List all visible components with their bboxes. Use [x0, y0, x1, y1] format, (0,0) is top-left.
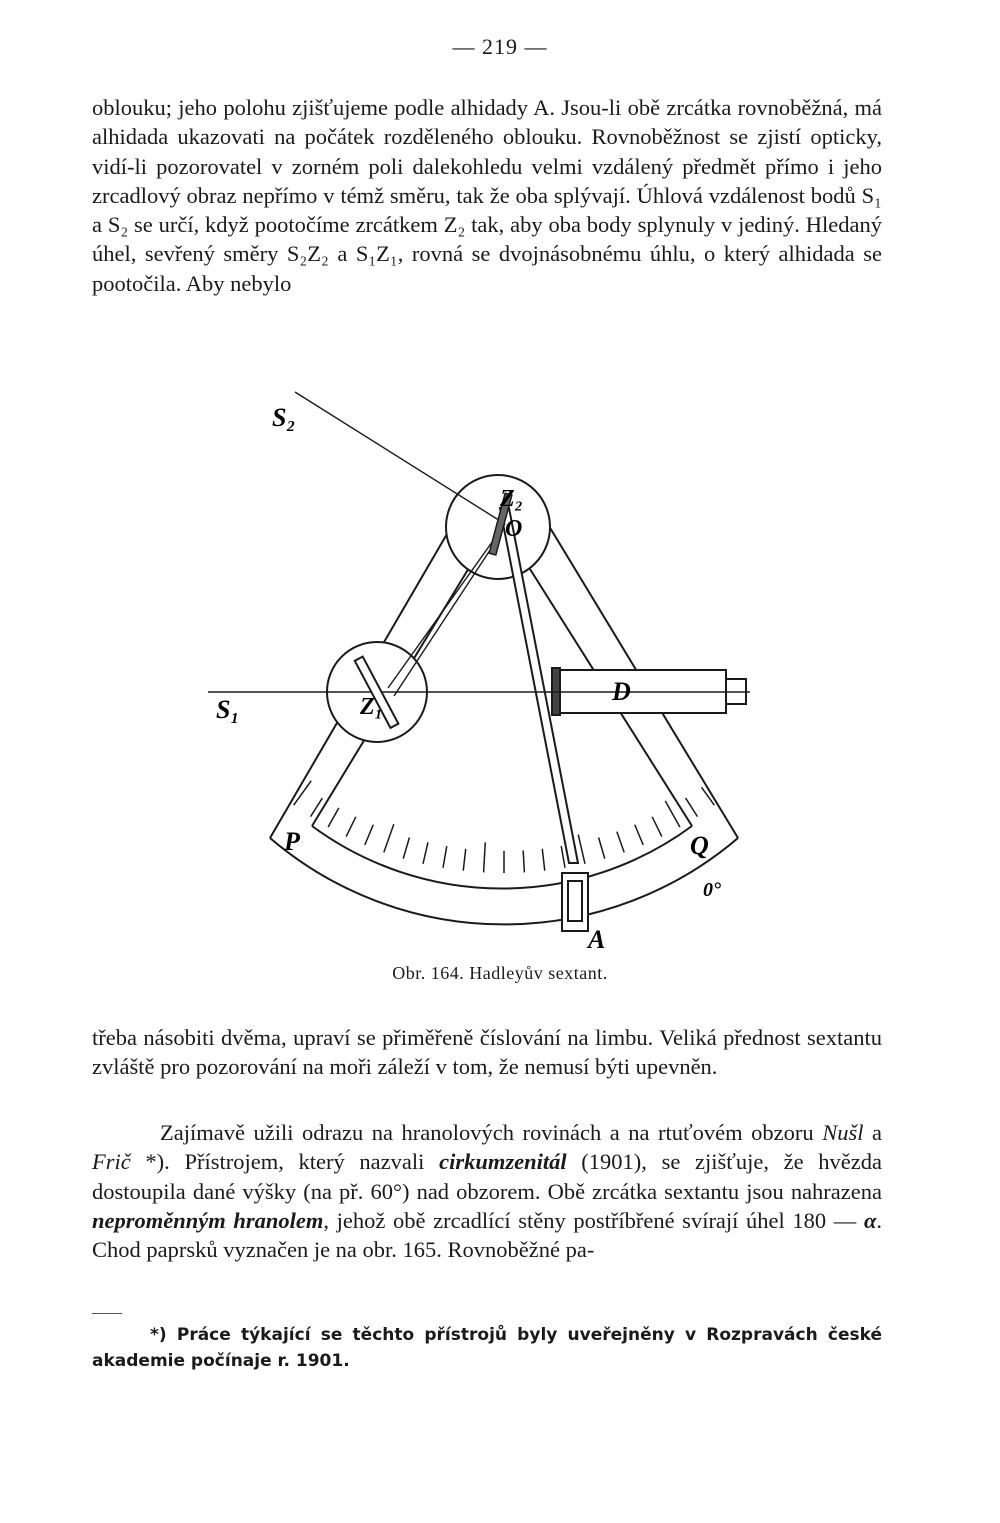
scale-tick — [686, 798, 698, 817]
sextant-figure — [200, 388, 770, 950]
scale-tick — [617, 832, 624, 853]
ray-z2-z1-b — [394, 538, 498, 696]
scale-tick — [384, 824, 394, 852]
frame-outer-arc — [270, 838, 738, 924]
label-zero: 0° — [703, 879, 721, 901]
footnote-mark: *) — [150, 1325, 167, 1345]
scale-ticks — [294, 781, 715, 873]
ray-s2 — [295, 392, 505, 524]
figure-caption: Obr. 164. Hadleyův sextant. — [392, 963, 608, 983]
label-d: D — [612, 677, 631, 706]
footnote-rule — [92, 1313, 122, 1314]
scale-tick — [599, 837, 605, 858]
p3-text-4: (1901), se zjišťuje, že hvězda dostoupila dané výšky (na př. 60°) nad obzorem. Obě zrcátka sextantu jsou nahrazena — [92, 1149, 882, 1204]
paragraph-3 — [92, 1118, 882, 1264]
p3-text-3: *). Přístrojem, který nazvali — [130, 1149, 440, 1175]
term-cirkumzenital: cirkumzenitál — [439, 1149, 567, 1175]
scale-tick — [403, 837, 409, 858]
scale-tick — [311, 798, 323, 817]
label-q: Q — [690, 831, 709, 860]
page-number: — 219 — — [452, 34, 548, 59]
p3-text-6: . Chod paprsků vyznačen je na obr. 165. Rovnoběžné pa- — [92, 1207, 883, 1263]
term-neprome: neproměnným hranolem — [92, 1207, 324, 1233]
label-o: O — [505, 516, 523, 542]
scale-tick — [578, 835, 585, 864]
p3-text-2: a — [863, 1120, 882, 1145]
label-p: P — [284, 827, 300, 856]
paragraph-2: třeba násobiti dvěma, upraví se přiměřeně číslování na limbu. Veliká přednost sextantu zvláště pro pozorování na moři záleží v tom, že nemusí býti upevněn. — [92, 1025, 882, 1080]
scale-tick — [523, 850, 524, 872]
scale-tick — [635, 825, 644, 845]
paragraph-1: oblouku; jeho polohu zjišťujeme podle alhidady A. Jsou-li obě zrcátka rovnoběžná, má alhidada ukazovati na počátek rozděleného oblouku. Rovnoběžnost se zjistí opticky, vidí-li pozorovatel v zorném poli dalekohledu velmi vzdálený předmět přímo i jeho zrcadlový obraz nepřímo v témž směru, tak že oba splývají. Úhlová vzdálenost bodů S₁ a S₂ se určí, když pootočíme zrcátkem Z₂ tak, aby oba body splynuly v jediný. Hledaný úhel, sevřený směry S₂Z₂ a S₁Z₁, rovná se dvojnásobnému úhlu, o který alhidada se pootočila. Aby nebylo — [92, 95, 882, 296]
scale-tick — [463, 849, 465, 871]
p3-text-1: Zajímavě užili odrazu na hranolových rovinách a na rtuťovém obzoru — [160, 1120, 823, 1145]
label-z2: Z₂ — [500, 486, 524, 512]
label-z1: Z₁ — [360, 694, 384, 720]
footnote — [92, 1322, 882, 1374]
scale-tick — [365, 825, 374, 845]
label-s1: S₁ — [216, 695, 240, 724]
scale-tick — [542, 849, 544, 871]
label-s2: S₂ — [272, 403, 296, 432]
scale-tick — [484, 842, 486, 872]
p3-text-5: , jehož obě zrcadlící stěny postříbřené svírají úhel 180 — — [323, 1207, 864, 1233]
scale-tick — [346, 817, 356, 837]
label-a: A — [588, 925, 606, 950]
footnote-text: Práce týkající se těchto přístrojů byly uveřejněny v Rozpravách české akademie počínaje r. 1901. — [92, 1325, 882, 1371]
symbol-alpha: α — [863, 1207, 877, 1233]
scale-tick — [443, 846, 447, 868]
author-fric: Frič — [92, 1149, 131, 1175]
author-nusl: Nušl — [822, 1120, 864, 1145]
scale-tick — [652, 817, 662, 837]
scale-tick — [423, 842, 428, 863]
scale-tick — [561, 846, 565, 868]
scale-tick — [328, 808, 339, 827]
